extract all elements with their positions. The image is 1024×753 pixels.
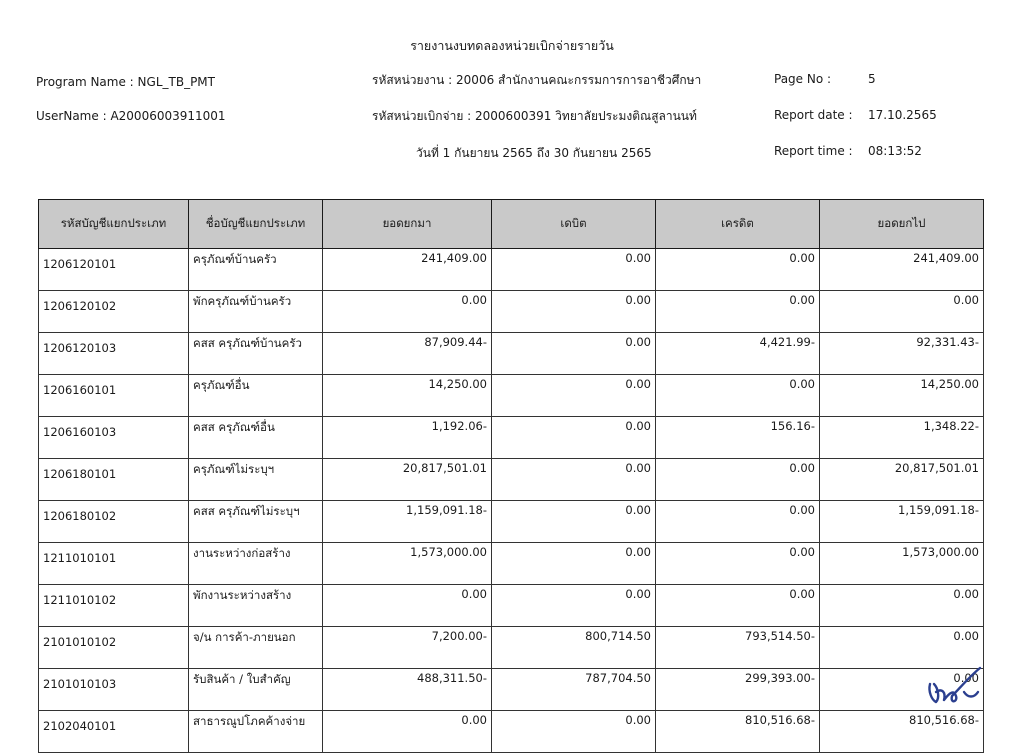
- balance-forward-cell: 87,909.44-: [323, 333, 492, 375]
- account-name-cell: คสส ครุภัณฑ์ไม่ระบุฯ: [189, 501, 323, 543]
- report-date-label: Report date :: [774, 108, 853, 122]
- account-name-cell: พักงานระหว่างสร้าง: [189, 585, 323, 627]
- user-name: [36, 109, 226, 123]
- account-name-cell: พักครุภัณฑ์บ้านครัว: [189, 291, 323, 333]
- credit-cell: 0.00: [656, 543, 820, 585]
- balance-forward-cell: 0.00: [323, 291, 492, 333]
- account-code-cell: 1206120101: [39, 249, 189, 291]
- account-name-cell: ครุภัณฑ์ไม่ระบุฯ: [189, 459, 323, 501]
- column-header-account-code: รหัสบัญชีแยกประเภท: [39, 200, 189, 249]
- credit-cell: 0.00: [656, 375, 820, 417]
- program-label: Program Name :: [36, 75, 134, 89]
- column-header-credit: เครดิต: [656, 200, 820, 249]
- carried-forward-cell: 810,516.68-: [820, 711, 984, 753]
- table-row: [39, 459, 984, 501]
- debit-cell: 787,704.50: [492, 669, 656, 711]
- column-header-debit: เดบิต: [492, 200, 656, 249]
- carried-forward-cell: 241,409.00: [820, 249, 984, 291]
- table-row: [39, 543, 984, 585]
- carried-forward-cell: 1,348.22-: [820, 417, 984, 459]
- balance-forward-cell: 488,311.50-: [323, 669, 492, 711]
- debit-cell: 0.00: [492, 249, 656, 291]
- table-row: [39, 669, 984, 711]
- credit-cell: 0.00: [656, 249, 820, 291]
- account-name-cell: จ/น การค้า-ภายนอก: [189, 627, 323, 669]
- account-code-cell: 1206120103: [39, 333, 189, 375]
- disbursing-unit-line: รหัสหน่วยเบิกจ่าย : 2000600391 วิทยาลัยประมงติณสูลานนท์: [372, 109, 697, 123]
- table-row: [39, 417, 984, 459]
- account-code-cell: 1211010102: [39, 585, 189, 627]
- debit-cell: 0.00: [492, 585, 656, 627]
- column-header-carried-forward: ยอดยกไป: [820, 200, 984, 249]
- credit-cell: 0.00: [656, 459, 820, 501]
- debit-cell: 800,714.50: [492, 627, 656, 669]
- carried-forward-cell: 0.00: [820, 627, 984, 669]
- table-row: [39, 249, 984, 291]
- table-header-row: [39, 200, 984, 249]
- account-name-cell: ครุภัณฑ์บ้านครัว: [189, 249, 323, 291]
- carried-forward-cell: 0.00: [820, 585, 984, 627]
- debit-cell: 0.00: [492, 417, 656, 459]
- column-header-balance-forward: ยอดยกมา: [323, 200, 492, 249]
- credit-cell: 0.00: [656, 501, 820, 543]
- account-code-cell: 1206180102: [39, 501, 189, 543]
- carried-forward-cell: 20,817,501.01: [820, 459, 984, 501]
- trial-balance-table: [38, 199, 984, 753]
- carried-forward-cell: 0.00: [820, 669, 984, 711]
- account-name-cell: รับสินค้า / ใบสำคัญ: [189, 669, 323, 711]
- report-time-value: 08:13:52: [868, 144, 922, 158]
- user-label: UserName :: [36, 109, 107, 123]
- balance-forward-cell: 1,192.06-: [323, 417, 492, 459]
- debit-cell: 0.00: [492, 291, 656, 333]
- table-row: [39, 291, 984, 333]
- agency-line: รหัสหน่วยงาน : 20006 สำนักงานคณะกรรมการการอาชีวศึกษา: [372, 73, 702, 87]
- account-code-cell: 2101010103: [39, 669, 189, 711]
- account-code-cell: 1206180101: [39, 459, 189, 501]
- table-body: [39, 249, 984, 753]
- program-value: NGL_TB_PMT: [137, 75, 215, 89]
- credit-cell: 0.00: [656, 291, 820, 333]
- report-date-value: 17.10.2565: [868, 108, 937, 122]
- credit-cell: 4,421.99-: [656, 333, 820, 375]
- balance-forward-cell: 14,250.00: [323, 375, 492, 417]
- balance-forward-cell: 241,409.00: [323, 249, 492, 291]
- debit-cell: 0.00: [492, 543, 656, 585]
- carried-forward-cell: 14,250.00: [820, 375, 984, 417]
- balance-forward-cell: 7,200.00-: [323, 627, 492, 669]
- debit-cell: 0.00: [492, 711, 656, 753]
- account-name-cell: ครุภัณฑ์อื่น: [189, 375, 323, 417]
- balance-forward-cell: 1,159,091.18-: [323, 501, 492, 543]
- program-name: [36, 75, 215, 89]
- carried-forward-cell: 92,331.43-: [820, 333, 984, 375]
- account-code-cell: 1211010101: [39, 543, 189, 585]
- balance-forward-cell: 1,573,000.00: [323, 543, 492, 585]
- table-row: [39, 501, 984, 543]
- credit-cell: 0.00: [656, 585, 820, 627]
- account-code-cell: 2102040101: [39, 711, 189, 753]
- table-row: [39, 375, 984, 417]
- signature-icon: [920, 662, 990, 708]
- carried-forward-cell: 1,573,000.00: [820, 543, 984, 585]
- column-header-account-name: ชื่อบัญชีแยกประเภท: [189, 200, 323, 249]
- account-name-cell: สาธารณูปโภคค้างจ่าย: [189, 711, 323, 753]
- table-row: [39, 333, 984, 375]
- carried-forward-cell: 1,159,091.18-: [820, 501, 984, 543]
- table-row: [39, 585, 984, 627]
- debit-cell: 0.00: [492, 459, 656, 501]
- account-code-cell: 1206160103: [39, 417, 189, 459]
- page-no-label: Page No :: [774, 72, 832, 86]
- credit-cell: 793,514.50-: [656, 627, 820, 669]
- balance-forward-cell: 20,817,501.01: [323, 459, 492, 501]
- credit-cell: 299,393.00-: [656, 669, 820, 711]
- credit-cell: 810,516.68-: [656, 711, 820, 753]
- user-value: A20006003911001: [110, 109, 226, 123]
- account-code-cell: 2101010102: [39, 627, 189, 669]
- account-code-cell: 1206120102: [39, 291, 189, 333]
- credit-cell: 156.16-: [656, 417, 820, 459]
- table-row: [39, 627, 984, 669]
- report-time-label: Report time :: [774, 144, 853, 158]
- report-title: รายงานงบทดลองหน่วยเบิกจ่ายรายวัน: [410, 38, 614, 53]
- debit-cell: 0.00: [492, 375, 656, 417]
- carried-forward-cell: 0.00: [820, 291, 984, 333]
- account-code-cell: 1206160101: [39, 375, 189, 417]
- debit-cell: 0.00: [492, 501, 656, 543]
- debit-cell: 0.00: [492, 333, 656, 375]
- account-name-cell: งานระหว่างก่อสร้าง: [189, 543, 323, 585]
- account-name-cell: คสส ครุภัณฑ์บ้านครัว: [189, 333, 323, 375]
- table-row: [39, 711, 984, 753]
- balance-forward-cell: 0.00: [323, 711, 492, 753]
- account-name-cell: คสส ครุภัณฑ์อื่น: [189, 417, 323, 459]
- period-line: วันที่ 1 กันยายน 2565 ถึง 30 กันยายน 2565: [416, 146, 652, 160]
- balance-forward-cell: 0.00: [323, 585, 492, 627]
- page-no-value: 5: [868, 72, 876, 86]
